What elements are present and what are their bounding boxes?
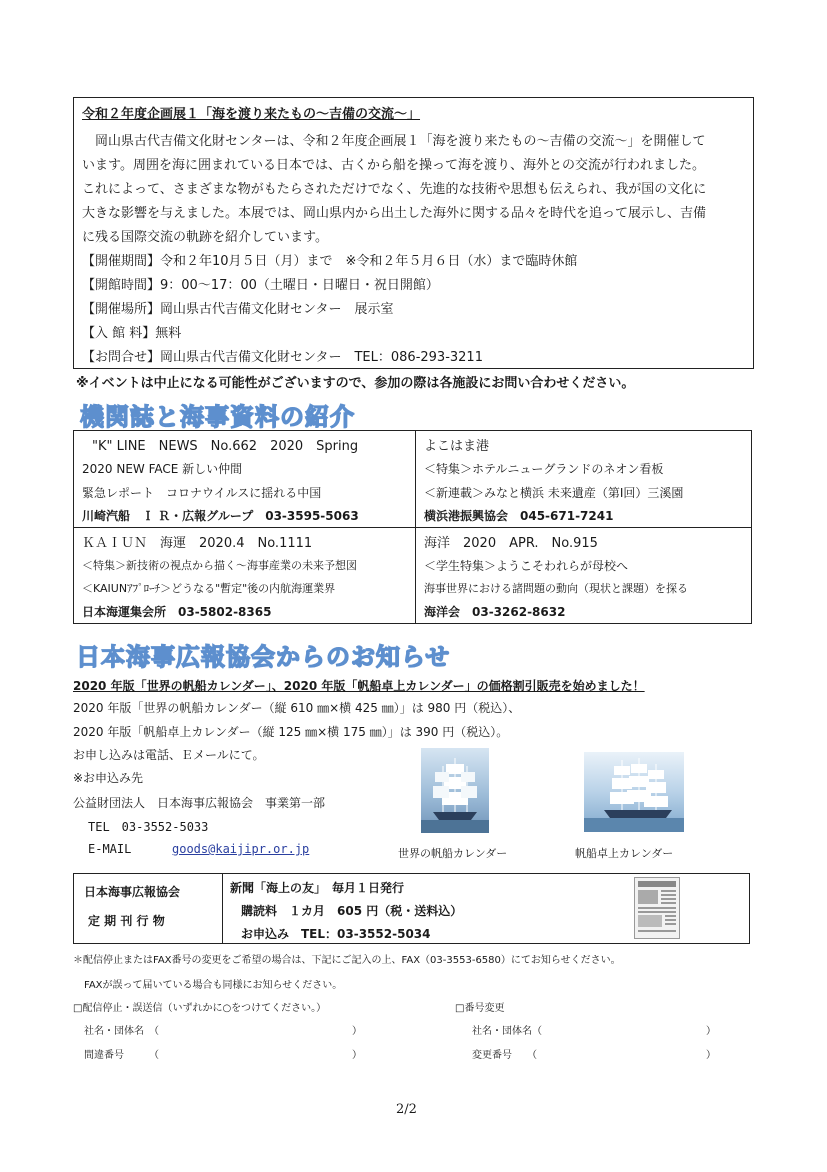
publication-line: ＜新連載＞みなと横浜 未来遺産（第Ⅰ回）三溪園 [424, 486, 684, 500]
calendar-price: 2020 年版「世界の帆船カレンダー（縦 610 ㎜×横 425 ㎜）」は 980 円（税込）、 [73, 701, 521, 715]
periodical-org: 日本海事広報協会 [84, 885, 181, 899]
exhibition-hours: 【開館時間】9：00～17：00（土曜日・日曜日・祝日開館） [82, 278, 439, 293]
exhibition-body-line: 岡山県古代吉備文化財センターは、令和２年度企画展１「海を渡り来たもの～吉備の交流～」を開催して [82, 134, 706, 149]
fax-wrong-number-label: 間違番号 （ [84, 1050, 159, 1061]
desk-calendar-image [584, 752, 684, 832]
tall-ship-icon [584, 752, 684, 832]
publication-title: ＫＡＩＵＮ 海運 2020.4 No.1111 [82, 536, 313, 551]
calendar-apply: お申し込みは電話、Ｅメールにて。 [73, 748, 265, 762]
publication-line: ＜特集＞ホテルニューグランドのネオン看板 [424, 462, 664, 476]
periodical-title: 新聞「海上の友」 毎月１日発行 [230, 881, 405, 895]
exhibition-body-line: います。周囲を海に囲まれている日本では、古くから船を操って海を渡り、海外との交流が行われました。 [82, 158, 705, 173]
page-number: 2/2 [396, 1102, 417, 1117]
publication-line: 海事世界における諸問題の動向（現状と課題）を探る [424, 582, 688, 595]
section-heading-notices: 日本海事広報協会からのお知らせ [76, 643, 451, 671]
calendar-email-link[interactable]: goods@kaijipr.or.jp [172, 842, 310, 856]
fax-field-close: ） [706, 1026, 716, 1037]
exhibition-contact: 【お問合せ】岡山県古代吉備文化財センター TEL：086-293-3211 [82, 350, 483, 365]
exhibition-fee: 【入 館 料】無料 [82, 326, 182, 341]
exhibition-body-line: 大きな影響を与えました。本展では、岡山県内から出土した海外に関する品々を時代を追って展示し、吉備 [82, 206, 707, 221]
publication-title: 海洋 2020 APR. No.915 [424, 536, 598, 551]
periodical-divider [222, 873, 223, 944]
publication-publisher: 横浜港振興協会 045-671-7241 [424, 509, 614, 523]
wall-calendar-caption: 世界の帆船カレンダー [398, 847, 508, 860]
publication-line: ＜学生特集＞ようこそわれらが母校へ [424, 559, 629, 573]
publication-line: 2020 NEW FACE 新しい仲間 [82, 462, 243, 476]
publication-line: ＜特集＞新技術の視点から描く～海事産業の未来予想図 [82, 559, 357, 572]
fax-new-number-label: 変更番号 （ [472, 1050, 537, 1061]
publication-line: ＜KAIUNｱﾌﾟﾛｰﾁ＞どうなる"暫定"後の内航海運業界 [82, 582, 336, 595]
fax-field-close: ） [352, 1050, 362, 1061]
fax-change-heading: □番号変更 [455, 1003, 505, 1014]
fax-company-field-label: 社名・団体名 （ [84, 1026, 159, 1037]
fax-change-company-label: 社名・団体名（ [472, 1026, 542, 1037]
publication-title: "K" LINE NEWS No.662 2020 Spring [92, 439, 359, 454]
desk-calendar-caption: 帆船卓上カレンダー [575, 847, 674, 860]
periodical-fee: 購読料 １カ月 605 円（税・送料込） [241, 904, 463, 918]
periodical-apply: お申込み TEL：03-3552-5034 [241, 927, 431, 941]
event-notice: ※イベントは中止になる可能性がございますので、参加の際は各施設にお問い合わせください。 [76, 376, 635, 391]
exhibition-body-line: に残る国際交流の軌跡を紹介しています。 [82, 230, 328, 245]
publications-divider-horizontal [73, 527, 752, 528]
newspaper-image [634, 877, 680, 939]
calendar-org: 公益財団法人 日本海事広報協会 事業第一部 [73, 796, 326, 810]
periodical-label: 定 期 刊 行 物 [88, 914, 165, 928]
exhibition-venue: 【開催場所】岡山県古代吉備文化財センター 展示室 [82, 302, 394, 317]
exhibition-period: 【開催期間】令和２年10月５日（月）まで ※令和２年５月６日（水）まで臨時休館 [82, 254, 578, 269]
publication-publisher: 日本海運集会所 03-5802-8365 [82, 605, 272, 619]
calendar-tel: TEL 03-3552-5033 [88, 820, 209, 834]
fax-field-close: ） [706, 1050, 716, 1061]
calendar-email-label: E-MAIL [88, 842, 132, 856]
publication-publisher: 海洋会 03-3262-8632 [424, 605, 566, 619]
publication-publisher: 川崎汽船 Ｉ Ｒ・広報グループ 03-3595-5063 [82, 509, 359, 523]
calendar-price: 2020 年版「帆船卓上カレンダー（縦 125 ㎜×横 175 ㎜）」は 390 円（税込）。 [73, 725, 509, 739]
newspaper-icon [635, 878, 679, 938]
fax-stop-heading: □配信停止・誤送信（いずれかに○をつけてください。） [73, 1003, 327, 1014]
exhibition-title: 令和２年度企画展１「海を渡り来たもの～吉備の交流～」 [82, 107, 421, 122]
wall-calendar-image [421, 748, 489, 833]
publication-title: よこはま港 [424, 439, 490, 454]
calendar-apply-to: ※お申込み先 [73, 771, 144, 785]
section-heading-publications: 機関誌と海事資料の紹介 [80, 403, 355, 431]
calendar-headline: 2020 年版「世界の帆船カレンダー」、2020 年版「帆船卓上カレンダー」の価格割引販売を始めました！ [73, 679, 645, 693]
exhibition-body-line: これによって、さまざまな物がもたらされただけでなく、先進的な技術や思想も伝えられ、我が国の文化に [82, 182, 707, 197]
tall-ship-icon [421, 748, 489, 833]
fax-note: ＊配信停止またはFAX番号の変更をご希望の場合は、下記にご記入の上、FAX（03-3553-6580）にてお知らせください。 [73, 955, 621, 966]
fax-note: FAXが誤って届いている場合も同様にお知らせください。 [84, 980, 343, 991]
publication-line: 緊急レポート コロナウイルスに揺れる中国 [82, 486, 322, 500]
fax-field-close: ） [352, 1026, 362, 1037]
